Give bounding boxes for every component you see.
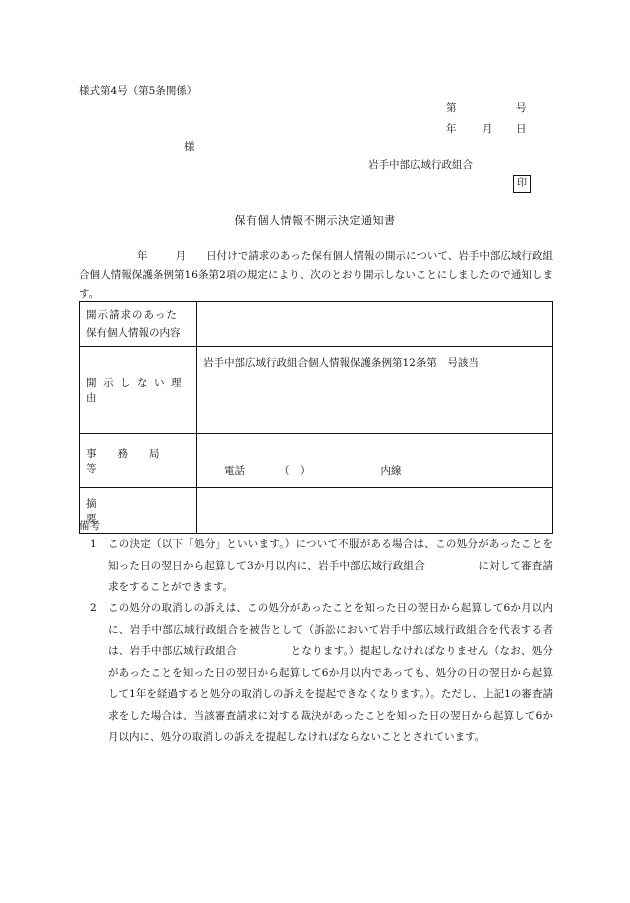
seal-mark: 印	[513, 175, 531, 193]
intro-year: 年	[137, 250, 148, 262]
date-year: 年	[446, 123, 457, 135]
phone-paren: （ ）	[279, 465, 311, 477]
decision-table	[79, 301, 553, 534]
intro-paragraph	[79, 247, 553, 304]
note-text: この決定（以下「処分」といいます。）について不服がある場合は、この処分があったことを知った日の翌日から起算して3か月以内に、岩手中部広域行政組合 に対して審査請求をすることができます。	[108, 538, 553, 593]
office-label: 事務局等	[86, 448, 181, 475]
note-item	[90, 534, 553, 599]
reason-value-cell[interactable]	[197, 347, 553, 434]
content-label-cell	[80, 302, 197, 347]
issuer-name: 岩手中部広域行政組合	[368, 159, 473, 171]
remarks-value-cell[interactable]	[197, 488, 553, 534]
table-row	[80, 434, 553, 488]
document-number-prefix: 第	[446, 102, 457, 114]
content-label-line1: 開示請求のあった	[86, 309, 178, 321]
reason-label-cell	[80, 347, 197, 434]
note-text: この処分の取消しの訴えは、この処分があったことを知った日の翌日から起算して6か月以内に、岩手中部広域行政組合を被告として（訴訟において岩手中部広域行政組合を代表する者は、岩手中部広域行政組合 となります。）提起しなければなりません（なお、処分があったことを知った日の翌日から起算して6か月以内であっても、処分の日の翌日から起算して1年を経過すると処分の取消しの訴えを提起できなくなります。）。ただし、上記1の審査請求をした場合は、当該審査請求に対する裁決があったことを知った日の翌日から起算して6か月以内に、処分の取消しの訴えを提起しなければならないこととされています。	[108, 602, 553, 743]
note-item	[90, 598, 553, 749]
office-label-cell	[80, 434, 197, 488]
remarks-label: 摘要	[86, 497, 177, 525]
date-day: 日	[516, 123, 527, 135]
reason-label: 開示しない理由	[86, 377, 188, 404]
content-label-line2: 保有個人情報の内容	[86, 327, 181, 339]
table-row	[80, 488, 553, 534]
intro-text: 日付けで請求のあった保有個人情報の開示について、岩手中部広域行政組合個人情報保護条例第16条第2項の規定により、次のとおり開示しないことにしましたので通知します。	[79, 250, 554, 300]
note-number: 2	[90, 602, 97, 614]
document-number-suffix: 号	[516, 102, 527, 114]
extension-label: 内線	[380, 465, 402, 477]
phone-label: 電話	[224, 465, 245, 477]
table-row	[80, 302, 553, 347]
date-month: 月	[482, 123, 493, 135]
notes-heading: 備考	[79, 520, 100, 532]
office-value-cell[interactable]	[197, 434, 553, 488]
form-number: 様式第4号（第5条関係）	[79, 85, 198, 97]
reason-value: 岩手中部広域行政組合個人情報保護条例第12条第 号該当	[203, 357, 479, 369]
addressee-suffix: 様	[184, 141, 195, 153]
note-number: 1	[90, 538, 97, 550]
content-value-cell[interactable]	[197, 302, 553, 347]
document-title: 保有個人情報不開示決定通知書	[234, 214, 396, 227]
intro-month: 月	[175, 250, 187, 262]
table-row	[80, 347, 553, 434]
